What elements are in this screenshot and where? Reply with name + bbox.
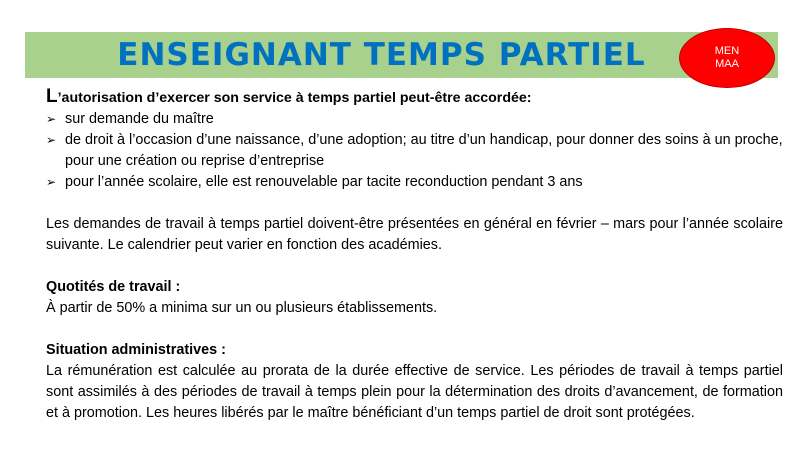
demandes-paragraph: Les demandes de travail à temps partiel doivent-être présentées en général en février – mars pour l’année scolaire suivante. Le calendrier peut varier en fonction des académies. (46, 216, 783, 253)
list-item (46, 172, 783, 193)
quotites-heading: Quotités de travail : (46, 279, 181, 295)
arrow-bullet-icon: ➢ (46, 175, 57, 189)
arrow-bullet-icon: ➢ (46, 133, 57, 147)
intro-lead (46, 86, 783, 109)
list-item-text: sur demande du maître (65, 111, 214, 127)
list-item (46, 130, 783, 172)
list-item (46, 109, 783, 130)
page-title: ENSEIGNANT TEMPS PARTIEL (117, 37, 646, 73)
list-item-text: pour l’année scolaire, elle est renouvelable par tacite reconduction pendant 3 ans (65, 174, 583, 190)
lead-initial: L (46, 86, 58, 107)
badge-line-men: MEN (714, 45, 740, 57)
quotites-paragraph: À partir de 50% a minima sur un ou plusieurs établissements. (46, 300, 438, 316)
situation-heading: Situation administratives : (46, 342, 226, 358)
document-body (46, 86, 783, 424)
situation-paragraph: La rémunération est calculée au prorata de la durée effective de service. Les périodes de travail à temps partiel sont assimilés à des périodes de travail à temps plein pour la détermination des droits d’avancement, de formation et à promotion. Les heures libérés par le maître bénéficiant d’un temps partiel de droit sont protégées. (46, 363, 783, 421)
badge-line-maa: MAA (715, 58, 739, 70)
conditions-list (46, 109, 783, 193)
arrow-bullet-icon: ➢ (46, 112, 57, 126)
list-item-text: de droit à l’occasion d’une naissance, d’une adoption; au titre d’un handicap, pour donner des soins à un proche, pour une création ou reprise d’entreprise (65, 132, 783, 169)
title-banner (25, 32, 778, 78)
lead-text: ’autorisation d’exercer son service à temps partiel peut-être accordée: (57, 90, 532, 106)
ministry-badge (679, 28, 775, 88)
